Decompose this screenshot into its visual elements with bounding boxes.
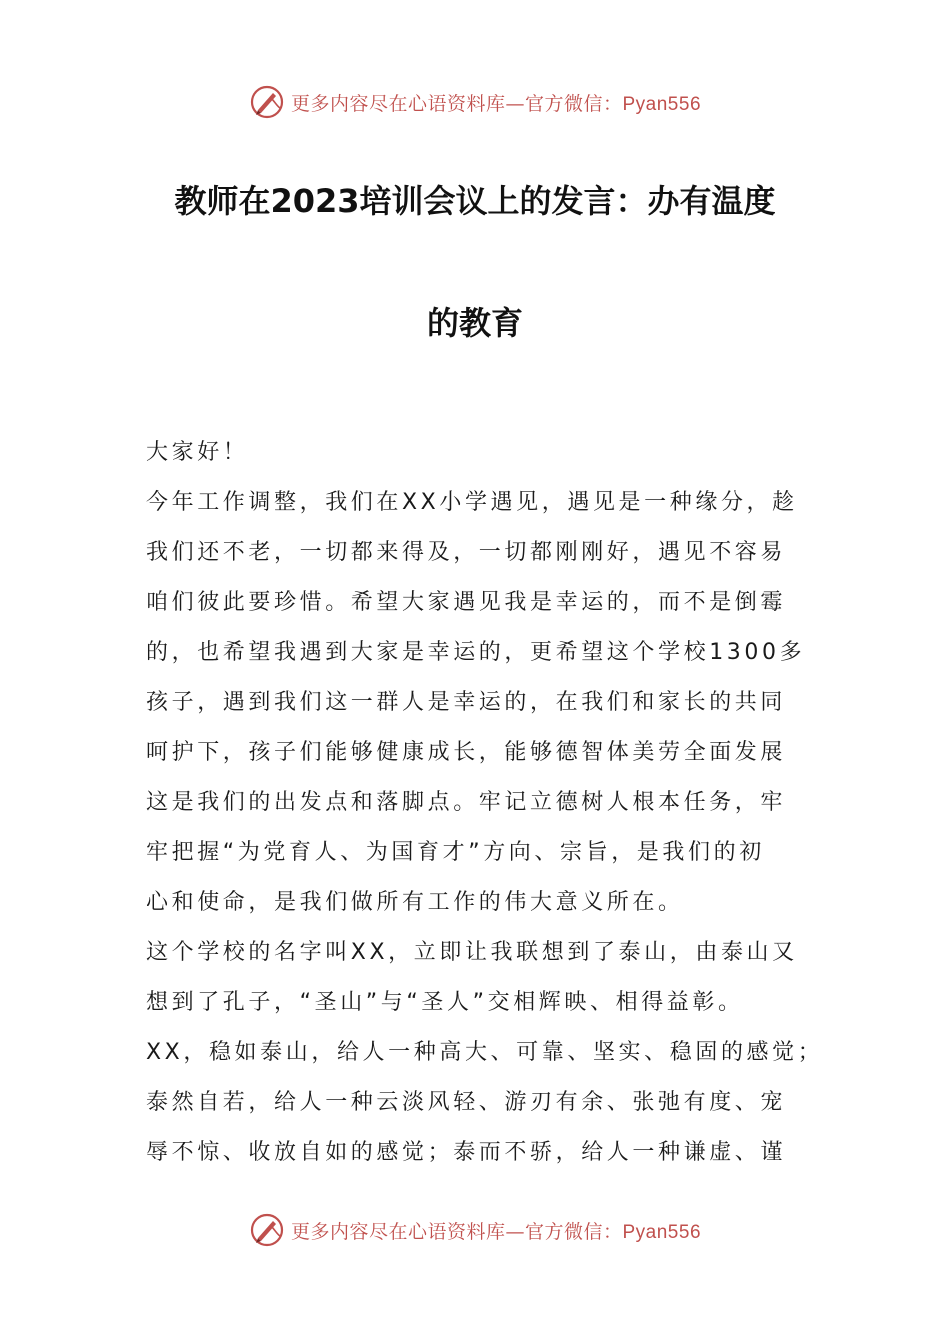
body-line: 孩子，遇到我们这一群人是幸运的，在我们和家长的共同 <box>146 690 787 715</box>
watermark-main: 更多内容尽在心语资料库 <box>290 92 506 115</box>
body-line: 辱不惊、收放自如的感觉；泰而不骄，给人一种谦虚、谨 <box>146 1140 787 1165</box>
watermark-handle: Pyan556 <box>622 1221 702 1243</box>
body-line: 这是我们的出发点和落脚点。牢记立德树人根本任务，牢 <box>146 790 787 815</box>
watermark-suffix: 官方微信： <box>524 92 623 115</box>
pen-logo-icon <box>249 84 285 120</box>
body-line: 牢把握“为党育人、为国育才”方向、宗旨，是我们的初 <box>146 840 765 865</box>
document-title-line2: 的教育 <box>426 304 523 342</box>
footer-watermark <box>0 1210 950 1250</box>
body-line: 咱们彼此要珍惜。希望大家遇见我是幸运的，而不是倒霉 <box>146 590 787 615</box>
watermark-text <box>291 1217 701 1244</box>
body-line: 大家好！ <box>146 440 249 465</box>
watermark-text <box>291 89 701 116</box>
body-line: 我们还不老，一切都来得及，一切都刚刚好，遇见不容易 <box>146 540 787 565</box>
watermark-main: 更多内容尽在心语资料库 <box>290 1220 506 1243</box>
body-line: 这个学校的名字叫XX，立即让我联想到了泰山，由泰山又 <box>146 940 798 965</box>
body-line: 今年工作调整，我们在XX小学遇见，遇见是一种缘分，趁 <box>146 490 798 515</box>
watermark-handle: Pyan556 <box>622 93 702 115</box>
pen-logo-icon <box>249 1212 285 1248</box>
body-line: XX，稳如泰山，给人一种高大、可靠、坚实、稳固的感觉； <box>146 1040 824 1065</box>
body-line: 泰然自若，给人一种云淡风轻、游刃有余、张弛有度、宠 <box>146 1090 787 1115</box>
body-line: 呵护下，孩子们能够健康成长，能够德智体美劳全面发展 <box>146 740 787 765</box>
body-line: 的，也希望我遇到大家是幸运的，更希望这个学校1300多 <box>146 640 806 665</box>
watermark-dash: — <box>505 1220 525 1243</box>
document-body <box>146 428 846 1178</box>
header-watermark <box>0 82 950 122</box>
document-title-line1: 教师在2023培训会议上的发言：办有温度 <box>174 182 776 220</box>
body-line: 心和使命，是我们做所有工作的伟大意义所在。 <box>146 890 684 915</box>
body-line: 想到了孔子，“圣山”与“圣人”交相辉映、相得益彰。 <box>146 990 744 1015</box>
watermark-dash: — <box>505 92 525 115</box>
watermark-suffix: 官方微信： <box>524 1220 623 1243</box>
